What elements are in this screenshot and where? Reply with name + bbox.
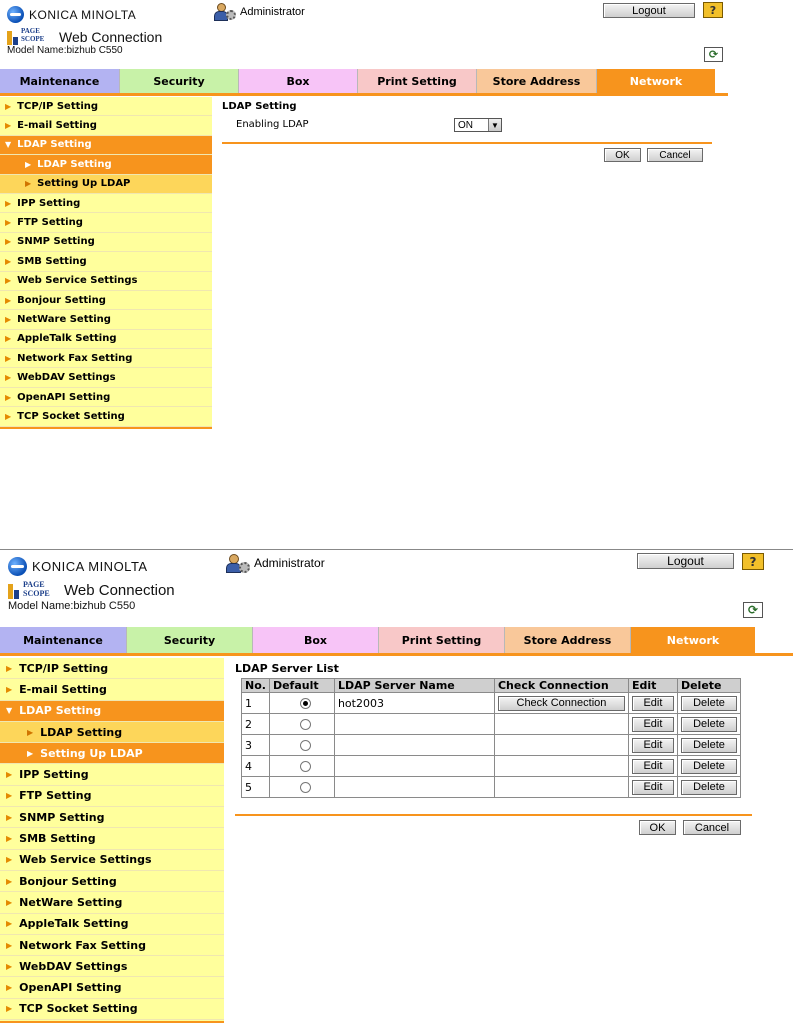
model-name: Model Name:bizhub C550 <box>7 45 123 56</box>
menu-item-email[interactable]: ▶ E-mail Setting <box>0 116 212 135</box>
tab-store-address[interactable]: Store Address <box>505 627 631 653</box>
triangle-right-icon: ▶ <box>25 179 32 189</box>
menu-item-bonjour[interactable]: ▶ Bonjour Setting <box>0 291 212 310</box>
tab-network[interactable]: Network <box>597 69 715 93</box>
menu-item-netware[interactable]: ▶ NetWare Setting <box>0 892 224 913</box>
user-name: Administrator <box>254 556 325 570</box>
triangle-right-icon: ▶ <box>6 684 13 694</box>
table-row <box>242 693 741 714</box>
menu-bottom-line <box>0 427 212 429</box>
triangle-down-icon: ▼ <box>6 706 13 716</box>
menu-item-webdav[interactable]: ▶ WebDAV Settings <box>0 956 224 977</box>
user-indicator <box>214 3 305 20</box>
triangle-right-icon: ▶ <box>27 727 34 737</box>
menu-item-netware[interactable]: ▶ NetWare Setting <box>0 310 212 329</box>
menu-item-ldap[interactable]: ▼ LDAP Setting <box>0 136 212 155</box>
triangle-right-icon: ▶ <box>6 983 13 993</box>
menu-item-appletalk[interactable]: ▶ AppleTalk Setting <box>0 914 224 935</box>
row-number: 5 <box>242 777 270 798</box>
edit-button[interactable]: Edit <box>632 696 674 711</box>
menu-item-email[interactable]: ▶ E-mail Setting <box>0 679 224 700</box>
row-number: 3 <box>242 735 270 756</box>
edit-button[interactable]: Edit <box>632 738 674 753</box>
logout-button[interactable]: Logout <box>603 3 695 18</box>
submenu-item-setting-up-ldap[interactable]: ▶ Setting Up LDAP <box>0 175 212 194</box>
menu-item-tcpip[interactable]: ▶ TCP/IP Setting <box>0 97 212 116</box>
menu-item-ldap[interactable]: ▼ LDAP Setting <box>0 701 224 722</box>
server-name <box>334 735 494 756</box>
triangle-right-icon: ▶ <box>6 1004 13 1014</box>
menu-bottom-line <box>0 1021 224 1023</box>
user-indicator <box>226 554 325 572</box>
column-header-check-connection: Check Connection <box>494 679 628 693</box>
tab-print-setting[interactable]: Print Setting <box>379 627 505 653</box>
server-name <box>334 756 494 777</box>
cancel-button[interactable]: Cancel <box>683 820 741 835</box>
triangle-right-icon: ▶ <box>5 101 12 111</box>
delete-button[interactable]: Delete <box>681 738 737 753</box>
edit-button[interactable]: Edit <box>632 780 674 795</box>
triangle-right-icon: ▶ <box>5 314 12 324</box>
triangle-right-icon: ▶ <box>6 961 13 971</box>
refresh-button[interactable] <box>743 602 763 618</box>
table-row <box>242 777 741 798</box>
tab-underline <box>0 653 793 656</box>
konica-minolta-logo <box>7 6 136 23</box>
tab-box[interactable]: Box <box>253 627 379 653</box>
web-connection-logo <box>7 28 162 45</box>
enabling-ldap-label: Enabling LDAP <box>236 119 309 130</box>
submenu-item-ldap-setting[interactable]: ▶ LDAP Setting <box>0 155 212 174</box>
triangle-right-icon: ▶ <box>6 834 13 844</box>
company-name: KONICA MINOLTA <box>29 7 137 22</box>
tab-box[interactable]: Box <box>239 69 358 93</box>
menu-item-tcpip[interactable]: ▶ TCP/IP Setting <box>0 658 224 679</box>
globe-icon <box>7 6 24 23</box>
triangle-right-icon: ▶ <box>5 121 12 131</box>
web-connection-logo <box>8 581 175 599</box>
refresh-button[interactable] <box>704 47 723 62</box>
triangle-right-icon: ▶ <box>5 353 12 363</box>
triangle-right-icon: ▶ <box>5 411 12 421</box>
default-radio[interactable] <box>300 719 311 730</box>
user-name: Administrator <box>240 5 305 18</box>
menu-item-smb[interactable]: ▶ SMB Setting <box>0 828 224 849</box>
menu-item-ftp[interactable]: ▶ FTP Setting <box>0 213 212 232</box>
menu-item-appletalk[interactable]: ▶ AppleTalk Setting <box>0 330 212 349</box>
column-header-server-name: LDAP Server Name <box>334 679 494 693</box>
default-radio[interactable] <box>300 761 311 772</box>
delete-button[interactable]: Delete <box>681 696 737 711</box>
row-number: 2 <box>242 714 270 735</box>
triangle-right-icon: ▶ <box>6 812 13 822</box>
triangle-right-icon: ▶ <box>5 237 12 247</box>
tab-store-address[interactable]: Store Address <box>477 69 597 93</box>
main-tabs <box>0 627 755 653</box>
submenu-item-setting-up-ldap[interactable]: ▶ Setting Up LDAP <box>0 743 224 764</box>
row-number: 4 <box>242 756 270 777</box>
triangle-right-icon: ▶ <box>6 940 13 950</box>
check-connection-cell <box>494 756 628 777</box>
konica-minolta-logo <box>8 557 148 576</box>
triangle-right-icon: ▶ <box>27 748 34 758</box>
default-radio[interactable] <box>300 698 311 709</box>
ok-button[interactable]: OK <box>604 148 641 162</box>
menu-item-tcp-socket[interactable]: ▶ TCP Socket Setting <box>0 999 224 1020</box>
delete-button[interactable]: Delete <box>681 780 737 795</box>
tab-security[interactable]: Security <box>120 69 239 93</box>
ldap-server-table <box>241 678 741 798</box>
triangle-right-icon: ▶ <box>5 373 12 383</box>
table-header-row <box>242 679 741 693</box>
table-row <box>242 756 741 777</box>
triangle-right-icon: ▶ <box>6 855 13 865</box>
menu-item-bonjour[interactable]: ▶ Bonjour Setting <box>0 871 224 892</box>
help-button[interactable]: ? <box>703 2 723 18</box>
menu-item-network-fax[interactable]: ▶ Network Fax Setting <box>0 935 224 956</box>
table-row <box>242 735 741 756</box>
triangle-right-icon: ▶ <box>6 770 13 780</box>
content-divider <box>235 814 752 816</box>
server-name <box>334 714 494 735</box>
table-row <box>242 714 741 735</box>
triangle-right-icon: ▶ <box>6 663 13 673</box>
triangle-right-icon: ▶ <box>5 392 12 402</box>
default-radio[interactable] <box>300 740 311 751</box>
menu-item-snmp[interactable]: ▶ SNMP Setting <box>0 233 212 252</box>
menu-item-network-fax[interactable]: ▶ Network Fax Setting <box>0 349 212 368</box>
content-divider <box>222 142 712 144</box>
dropdown-arrow-icon: ▼ <box>488 119 501 131</box>
menu-item-smb[interactable]: ▶ SMB Setting <box>0 252 212 271</box>
triangle-right-icon: ▶ <box>5 276 12 286</box>
page-title: LDAP Setting <box>222 101 297 112</box>
triangle-down-icon: ▼ <box>5 140 12 150</box>
product-name: Web Connection <box>64 581 175 599</box>
tab-print-setting[interactable]: Print Setting <box>358 69 477 93</box>
cancel-button[interactable]: Cancel <box>647 148 703 162</box>
triangle-right-icon: ▶ <box>6 919 13 929</box>
refresh-icon: ⟳ <box>708 48 719 61</box>
menu-item-openapi[interactable]: ▶ OpenAPI Setting <box>0 388 212 407</box>
column-header-default: Default <box>269 679 334 693</box>
check-connection-cell <box>494 714 628 735</box>
menu-item-snmp[interactable]: ▶ SNMP Setting <box>0 807 224 828</box>
row-number: 1 <box>242 693 270 714</box>
edit-button[interactable]: Edit <box>632 717 674 732</box>
triangle-right-icon: ▶ <box>25 159 32 169</box>
side-menu <box>0 658 224 1021</box>
screenshot-ldap-server-list <box>0 549 793 1035</box>
side-menu <box>0 97 212 427</box>
default-radio[interactable] <box>300 782 311 793</box>
menu-item-tcp-socket[interactable]: ▶ TCP Socket Setting <box>0 407 212 426</box>
ok-button[interactable]: OK <box>639 820 676 835</box>
delete-button[interactable]: Delete <box>681 759 737 774</box>
triangle-right-icon: ▶ <box>5 295 12 305</box>
pagescope-icon: PAGE SCOPE <box>7 28 59 45</box>
menu-item-ipp[interactable]: ▶ IPP Setting <box>0 194 212 213</box>
check-connection-cell <box>494 777 628 798</box>
triangle-right-icon: ▶ <box>5 334 12 344</box>
administrator-icon <box>226 554 248 572</box>
column-header-edit: Edit <box>628 679 677 693</box>
logout-button[interactable]: Logout <box>637 553 734 569</box>
tab-maintenance[interactable]: Maintenance <box>0 627 127 653</box>
menu-item-openapi[interactable]: ▶ OpenAPI Setting <box>0 977 224 998</box>
server-name: hot2003 <box>334 693 494 714</box>
column-header-no: No. <box>242 679 270 693</box>
triangle-right-icon: ▶ <box>5 218 12 228</box>
edit-button[interactable]: Edit <box>632 759 674 774</box>
model-name: Model Name:bizhub C550 <box>8 600 136 612</box>
triangle-right-icon: ▶ <box>5 256 12 266</box>
delete-button[interactable]: Delete <box>681 717 737 732</box>
column-header-delete: Delete <box>677 679 740 693</box>
globe-icon <box>8 557 27 576</box>
triangle-right-icon: ▶ <box>6 897 13 907</box>
check-connection-button[interactable]: Check Connection <box>498 696 625 711</box>
triangle-right-icon: ▶ <box>5 198 12 208</box>
tab-network[interactable]: Network <box>631 627 755 653</box>
administrator-icon <box>214 3 234 20</box>
tab-underline <box>0 93 728 96</box>
check-connection-cell <box>494 735 628 756</box>
server-name <box>334 777 494 798</box>
screenshot-ldap-setting <box>0 0 730 440</box>
menu-item-webdav[interactable]: ▶ WebDAV Settings <box>0 368 212 387</box>
help-button[interactable]: ? <box>742 553 764 570</box>
enabling-ldap-select[interactable]: ON ▼ <box>454 118 502 132</box>
menu-item-web-service[interactable]: ▶ Web Service Settings <box>0 272 212 291</box>
menu-item-web-service[interactable]: ▶ Web Service Settings <box>0 850 224 871</box>
main-tabs <box>0 69 715 93</box>
triangle-right-icon: ▶ <box>6 791 13 801</box>
page-title: LDAP Server List <box>235 662 339 675</box>
refresh-icon: ⟳ <box>747 603 759 617</box>
product-name: Web Connection <box>59 28 163 45</box>
tab-security[interactable]: Security <box>127 627 253 653</box>
company-name: KONICA MINOLTA <box>32 559 148 574</box>
menu-item-ipp[interactable]: ▶ IPP Setting <box>0 764 224 785</box>
triangle-right-icon: ▶ <box>6 876 13 886</box>
tab-maintenance[interactable]: Maintenance <box>0 69 120 93</box>
submenu-item-ldap-setting[interactable]: ▶ LDAP Setting <box>0 722 224 743</box>
pagescope-icon: PAGE SCOPE <box>8 581 64 599</box>
menu-item-ftp[interactable]: ▶ FTP Setting <box>0 786 224 807</box>
